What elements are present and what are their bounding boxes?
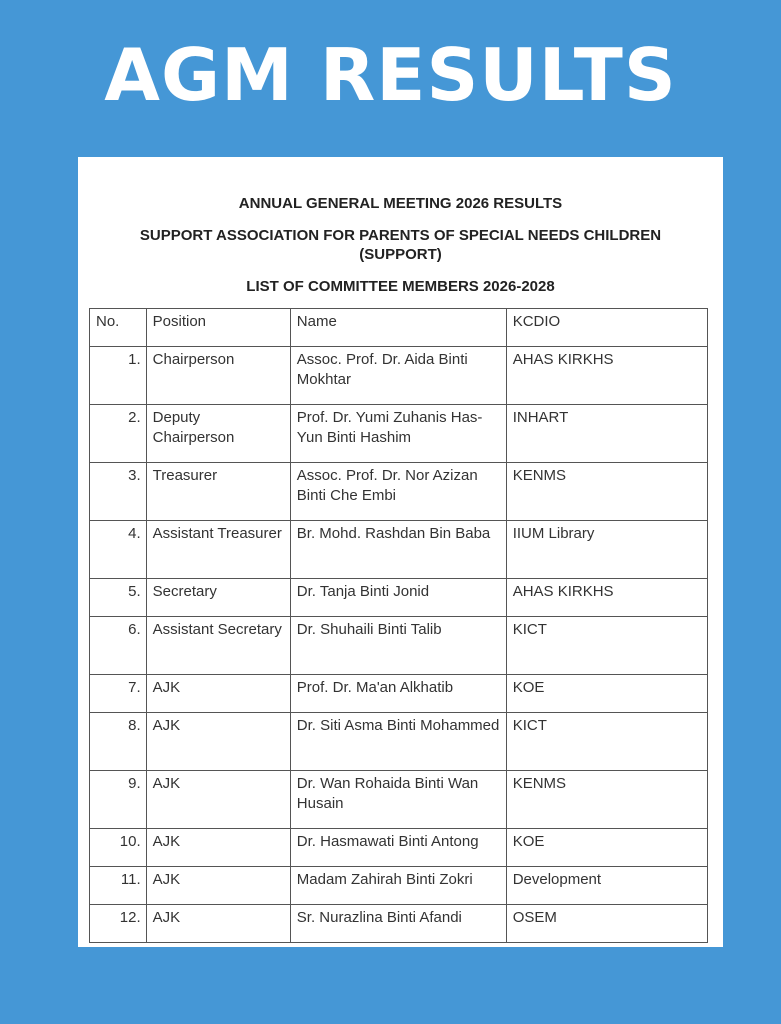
row-kcdio: OSEM [506, 905, 707, 943]
header-kcdio: KCDIO [506, 309, 707, 347]
row-kcdio: KICT [506, 617, 707, 675]
header-position: Position [146, 309, 290, 347]
row-position: AJK [146, 867, 290, 905]
row-name: Prof. Dr. Ma'an Alkhatib [290, 675, 506, 713]
row-name: Dr. Wan Rohaida Binti Wan Husain [290, 771, 506, 829]
row-number: 6. [90, 617, 147, 675]
row-name: Br. Mohd. Rashdan Bin Baba [290, 521, 506, 579]
row-kcdio: KENMS [506, 771, 707, 829]
row-kcdio: AHAS KIRKHS [506, 347, 707, 405]
row-name: Dr. Tanja Binti Jonid [290, 579, 506, 617]
row-kcdio: KICT [506, 713, 707, 771]
row-name: Prof. Dr. Yumi Zuhanis Has-Yun Binti Hashim [290, 405, 506, 463]
table-row [90, 867, 708, 905]
row-number: 12. [90, 905, 147, 943]
table-row [90, 675, 708, 713]
row-position: AJK [146, 905, 290, 943]
document-title: ANNUAL GENERAL MEETING 2026 RESULTS [238, 195, 563, 212]
header-name: Name [290, 309, 506, 347]
table-row [90, 521, 708, 579]
association-acronym: (SUPPORT) [359, 246, 442, 263]
row-position: Deputy Chairperson [146, 405, 290, 463]
row-kcdio: KOE [506, 675, 707, 713]
row-position: Assistant Secretary [146, 617, 290, 675]
row-kcdio: Development [506, 867, 707, 905]
row-number: 4. [90, 521, 147, 579]
row-position: AJK [146, 829, 290, 867]
table-header-row [90, 309, 708, 347]
row-name: Madam Zahirah Binti Zokri [290, 867, 506, 905]
row-name: Assoc. Prof. Dr. Nor Azizan Binti Che Embi [290, 463, 506, 521]
row-number: 11. [90, 867, 147, 905]
row-position: Chairperson [146, 347, 290, 405]
row-kcdio: KENMS [506, 463, 707, 521]
row-name: Dr. Siti Asma Binti Mohammed [290, 713, 506, 771]
row-position: AJK [146, 771, 290, 829]
document-panel [78, 157, 723, 947]
table-row [90, 347, 708, 405]
row-number: 8. [90, 713, 147, 771]
row-name: Sr. Nurazlina Binti Afandi [290, 905, 506, 943]
row-number: 10. [90, 829, 147, 867]
table-row [90, 579, 708, 617]
table-row [90, 905, 708, 943]
row-kcdio: KOE [506, 829, 707, 867]
row-number: 7. [90, 675, 147, 713]
list-title: LIST OF COMMITTEE MEMBERS 2026-2028 [246, 278, 555, 295]
table-row [90, 829, 708, 867]
row-number: 9. [90, 771, 147, 829]
row-position: AJK [146, 713, 290, 771]
table-row [90, 405, 708, 463]
row-number: 2. [90, 405, 147, 463]
headline: AGM RESULTS [104, 33, 677, 117]
row-position: AJK [146, 675, 290, 713]
row-name: Dr. Hasmawati Binti Antong [290, 829, 506, 867]
row-number: 1. [90, 347, 147, 405]
table-row [90, 463, 708, 521]
row-position: Secretary [146, 579, 290, 617]
row-number: 5. [90, 579, 147, 617]
table-row [90, 771, 708, 829]
table-row [90, 617, 708, 675]
table-row [90, 713, 708, 771]
row-name: Assoc. Prof. Dr. Aida Binti Mokhtar [290, 347, 506, 405]
association-name: SUPPORT ASSOCIATION FOR PARENTS OF SPECIAL NEEDS CHILDREN [139, 227, 662, 244]
header-no: No. [90, 309, 147, 347]
row-position: Assistant Treasurer [146, 521, 290, 579]
committee-table [89, 308, 708, 943]
row-position: Treasurer [146, 463, 290, 521]
row-kcdio: IIUM Library [506, 521, 707, 579]
row-kcdio: AHAS KIRKHS [506, 579, 707, 617]
row-name: Dr. Shuhaili Binti Talib [290, 617, 506, 675]
row-kcdio: INHART [506, 405, 707, 463]
row-number: 3. [90, 463, 147, 521]
